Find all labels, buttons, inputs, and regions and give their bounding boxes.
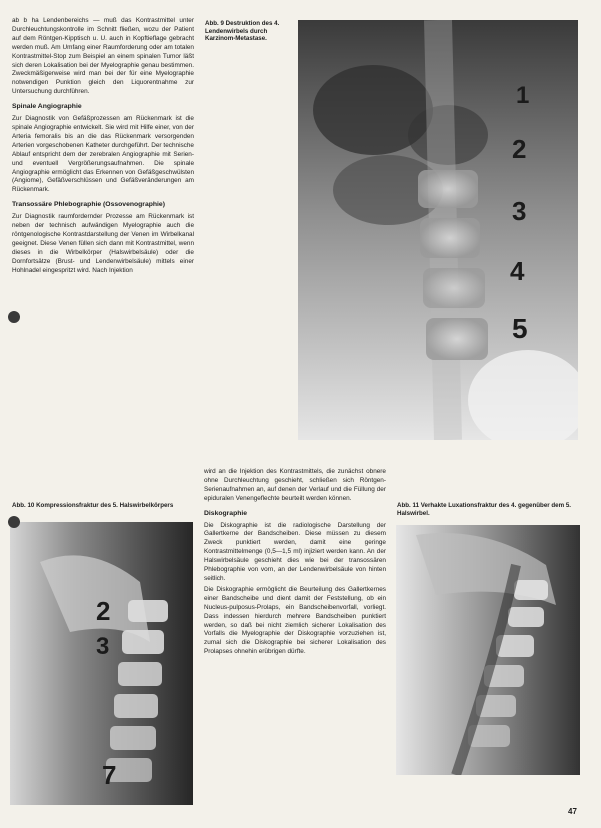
vertebra-label-5: 5 bbox=[512, 313, 528, 344]
vertebra-label-4: 4 bbox=[510, 256, 525, 286]
vertebra-label-2: 2 bbox=[96, 596, 111, 626]
figure-9-caption: Abb. 9 Destruktion des 4. Lendenwirbels durch Karzinom-Metastase. bbox=[205, 20, 280, 43]
paragraph-spinal-angiography: Zur Diagnostik von Gefäßprozessen am Rückenmark ist die spinale Angiographie entwickelt. Sie wird mit Hilfe einer, von der Arteria femoralis bis an die das Rückenmark versorgenden Arterien vorgeschobenen Katheter durchgeführt. Der technische Ablauf entspricht dem der zerebralen Angiographie mit Serien- und eventuell Vergrößerungsaufnahmen. Die spinale Angiographie ermöglicht das Erkennen von Gefäßgeschwülsten (Angiome), Gefäßverschlüssen und Gefäßveränderungen am Rückenmark. bbox=[12, 115, 194, 194]
xray-luxation-image bbox=[396, 525, 580, 775]
paragraph-discography-2: Die Diskographie ermöglicht die Beurteilung des Gallertkernes einer Bandscheibe und dient damit der Feststellung, ob ein Nucleus-pulposus-Prolaps, ein Bandscheibenvorfall, vorliegt. Dass indessen hierdurch mehrere Bandscheiben punktiert werden, so daß bei nicht ziemlich sicherer Lokalisation des Vorfalls die Myelographie der Diskographie vorzuziehen ist, zumal sich die Diskographie bei sicherer Lokalisation des Prolapses ohnehin erübrigen dürfte. bbox=[204, 585, 386, 656]
figure-9-xray-lumbar-spine bbox=[298, 20, 578, 440]
column-1-text bbox=[12, 17, 194, 481]
vertebra-label-2: 2 bbox=[512, 134, 527, 164]
vertebra-label-3: 3 bbox=[512, 196, 527, 226]
vertebra-label-3: 3 bbox=[96, 633, 110, 660]
binder-hole-top bbox=[8, 311, 20, 323]
xray-lumbar-image bbox=[298, 20, 578, 440]
xray-cervical-image bbox=[10, 522, 193, 805]
heading-discography: Diskographie bbox=[204, 509, 248, 517]
paragraph-myelography-end: ab b ha Lendenbereichs — muß das Kontrastmittel unter Durchleuchtungskontrolle im Schnitt fließen, wozu der Patient auf dem Röntgen-Kipptisch u. U. auch in Kopftieflage gebracht werden muß. Am Umfang einer Raumforderung oder am totalen Kontrastmittel-Stop zum Beispiel an einem spinalen Tumor läßt sich deren Lokalisation bei der Myelographie genau bestimmen. Zweckmäßigerweise wird man bei der für eine Myelographie notwendigen Punktion gleich den Liquorentnahme zur Untersuchung durchführen. bbox=[12, 17, 194, 96]
paragraph-discography-1: Die Diskographie ist die radiologische Darstellung der Gallertkerne der Bandscheiben. Diese müssen zu diesem Zweck punktiert werden, damit eine geringe Kontrastmittelmenge (0,5—1,5 ml) injiziert werden kann. An der Halswirbelsäule geschieht dies wie bei der transossären Phlebographie von vorn, an der Lendenwirbelsäule von hinten seitlich. bbox=[204, 521, 386, 582]
figure-10-xray-cervical-spine bbox=[10, 522, 193, 805]
figure-10-caption: Abb. 10 Kompressionsfraktur des 5. Halswirbelkörpers bbox=[12, 502, 174, 509]
paragraph-phlebography-continued: wird an die Injektion des Kontrastmittels, die zunächst obnere ohne Durchleuchtung geschieht, schließen sich Röntgen-Serienaufnahmen an, auf denen der Verlauf und die Füllung der epiduralen Venengeflechte beurteilt werden können. bbox=[204, 468, 386, 502]
figure-11-xray-cervical-luxation bbox=[396, 525, 580, 775]
column-2-text bbox=[204, 468, 386, 808]
paragraph-phlebography: Zur Diagnostik raumfordernder Prozesse am Rückenmark ist neben der technisch aufwändigen Myelographie auch die röntgenologische Kontrastdarstellung der Venen im Wirbelkanal geeignet. Diese Venen füllen sich dann mit Kontrastmittel, wenn dieses in die Wirbelkörper (Halswirbelsäule) oder die Dornfortsätze (Brust- und Lendenwirbelsäule) mittels einer Hohlnadel eingespritzt wird. Nach Injektion bbox=[12, 213, 194, 274]
figure-11-caption: Abb. 11 Verhakte Luxationsfraktur des 4. gegenüber dem 5. Halswirbel. bbox=[397, 502, 571, 517]
vertebra-label-7: 7 bbox=[102, 760, 117, 790]
vertebra-label-1: 1 bbox=[516, 82, 530, 109]
page-number: 47 bbox=[568, 807, 577, 816]
heading-spinal-angiography: Spinale Angiographie bbox=[12, 103, 82, 111]
heading-phlebography: Transossäre Phlebographie (Ossovenographie) bbox=[12, 201, 165, 209]
binder-hole-bottom bbox=[8, 516, 20, 528]
